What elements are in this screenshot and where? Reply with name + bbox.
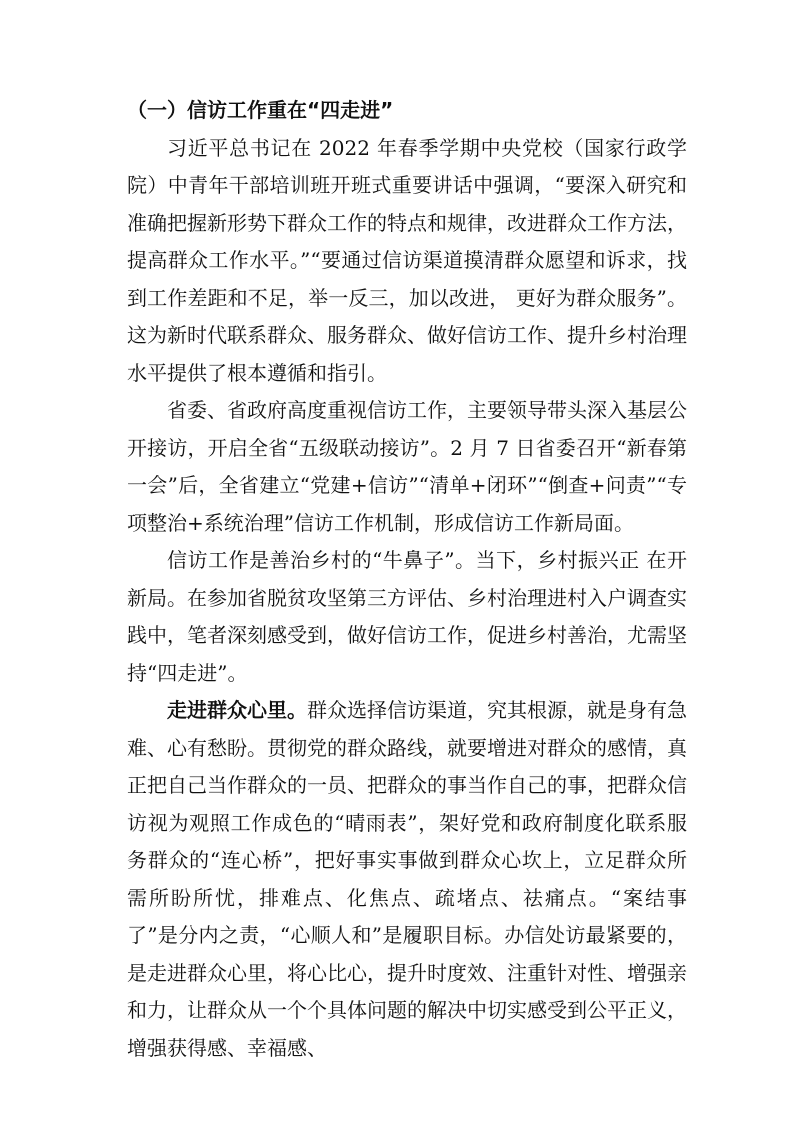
section-heading: （一）信访工作重在“四走进” [127, 98, 394, 122]
paragraph-3-text: 信访工作是善治乡村的“牛鼻子”。当下，乡村振兴正 在开新局。在参加省脱贫攻坚第三方评估、乡村治理进村入户调查实践中，笔者深刻感受到，做好信访工作，促进乡村善治，尤需坚持“四走进”。 [127, 548, 687, 685]
paragraph-4 [127, 692, 687, 1067]
paragraph-2 [127, 392, 687, 542]
paragraph-4-text: 群众选择信访渠道，究其根源，就是身有急难、心有愁盼。贯彻党的群众路线，就要增进对群众的感情，真正把自己当作群众的一员、把群众的事当作自己的事，把群众信访视为观照工作成色的“晴雨表”，架好党和政府制度化联系服务群众的“连心桥”，把好事实事做到群众心坎上，立足群众所需所盼所忧，排难点、化焦点、疏堵点、祛痛点。“案结事了”是分内之责，“心顺人和”是履职目标。办信处访最紧要的，是走进群众心里，将心比心，提升时度效、注重针对性、增强亲和力，让群众从一个个具体问题的解决中切实感受到公平正义，增强获得感、幸福感、 [127, 698, 687, 1060]
paragraph-3 [127, 542, 687, 692]
paragraph-1-text: 习近平总书记在 2022 年春季学期中央党校（国家行政学院）中青年干部培训班开班式重要讲话中强调，“要深入研究和准确把握新形势下群众工作的特点和规律，改进群众工作方法，提高群众工作水平。”“要通过信访渠道摸清群众愿望和诉求，找到工作差距和不足，举一反三，加以改进， 更好为群众服务”。这为新时代联系群众、服务群众、做好信访工作、提升乡村治理水平提供了根本遵循和指引。 [127, 135, 687, 385]
paragraph-4-lead: 走进群众心里。 [167, 698, 307, 722]
paragraph-1 [127, 130, 687, 393]
paragraph-2-text: 省委、省政府高度重视信访工作，主要领导带头深入基层公开接访，开启全省“五级联动接访”。2 月 7 日省委召开“新春第一会”后，全省建立“党建+信访”“清单+闭环”“倒查+问责”“专项整治+系统治理”信访工作机制，形成信访工作新局面。 [127, 398, 687, 535]
document-body [127, 92, 687, 1067]
